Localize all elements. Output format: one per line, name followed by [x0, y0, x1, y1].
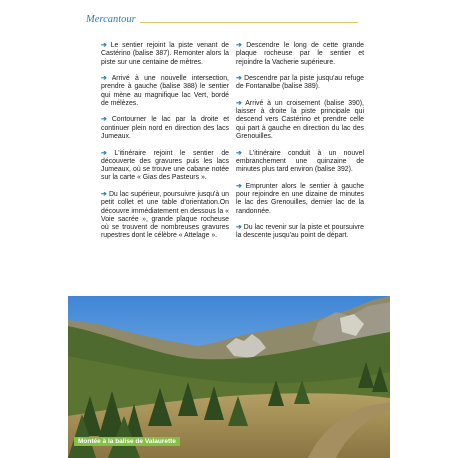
paragraph [236, 224, 364, 241]
paragraph-text: Arrivé à une nouvelle intersection, prendre à gauche (balise 388) le sentier qui mène au magnifique lac Vert, bordé de mélèzes. [101, 75, 229, 107]
paragraph-text: Du lac revenir sur la piste et poursuivre la descente jusqu'au point de départ. [236, 223, 364, 240]
page-title: Mercantour [86, 14, 136, 25]
paragraph-text: Arrivé à un croisement (balise 390), laisser à droite la piste principale qui descend vers Castérino et prendre celle qui part à gauche en direction du lac des Grenouilles. [236, 99, 364, 141]
paragraph [101, 42, 229, 67]
left-column [101, 42, 229, 249]
paragraph [101, 75, 229, 108]
paragraph [101, 191, 229, 241]
arrow-icon: ➔ [236, 182, 242, 190]
arrow-icon: ➔ [101, 75, 107, 83]
paragraph-text: Emprunter alors le sentier à gauche pour rejoindre en une dizaine de minutes le lac des Grenouilles, dernier lac de la randonnée. [236, 182, 364, 215]
paragraph [236, 150, 364, 175]
landscape-photo [68, 296, 390, 458]
arrow-icon: ➔ [236, 42, 242, 49]
paragraph [236, 183, 364, 216]
mountain-landscape-image [68, 296, 390, 458]
paragraph-text: L'itinéraire conduit à un nouvel embranchement une quinzaine de minutes plus tard environ (balise 392). [236, 149, 364, 174]
arrow-icon: ➔ [101, 149, 107, 157]
page-header [86, 14, 358, 28]
paragraph [236, 100, 364, 141]
paragraph [236, 42, 364, 67]
paragraph-text: Descendre par la piste jusqu'au refuge de Fontanalbe (balise 389). [236, 75, 364, 91]
paragraph-text: Du lac supérieur, poursuivre jusqu'à un petit collet et une table d'orientation.On découvre immédiatement en dessous la « Voie sacrée », grande plaque rocheuse où se trouvent de nombreuses gravures rupestres dont le célèbre « Attelage ». [101, 190, 229, 240]
arrow-icon: ➔ [236, 223, 242, 231]
arrow-icon: ➔ [101, 116, 107, 124]
arrow-icon: ➔ [101, 42, 107, 49]
arrow-icon: ➔ [101, 190, 107, 198]
paragraph-text: Le sentier rejoint la piste venant de Castérino (balise 387). Remonter alors la piste sur une centaine de mètres. [101, 42, 230, 66]
photo-caption: Montée à la balise de Valaurette [74, 437, 180, 446]
paragraph-text: L'itinéraire rejoint le sentier de découverte des gravures puis les lacs Jumeaux, où se trouve une cabane notée sur la carte « Gias des Pasteurs ». [101, 149, 229, 182]
arrow-icon: ➔ [236, 75, 242, 83]
paragraph [101, 116, 229, 141]
arrow-icon: ➔ [236, 149, 242, 157]
paragraph-text: Descendre le long de cette grande plaque rocheuse par le sentier et rejoindre la Vacherie supérieure. [236, 42, 364, 66]
right-column [236, 42, 364, 249]
paragraph [236, 75, 364, 92]
paragraph [101, 150, 229, 183]
paragraph-text: Contourner le lac par la droite et continuer plein nord en direction des lacs Jumeaux. [101, 116, 230, 141]
arrow-icon: ➔ [236, 99, 242, 107]
header-rule [140, 22, 358, 23]
